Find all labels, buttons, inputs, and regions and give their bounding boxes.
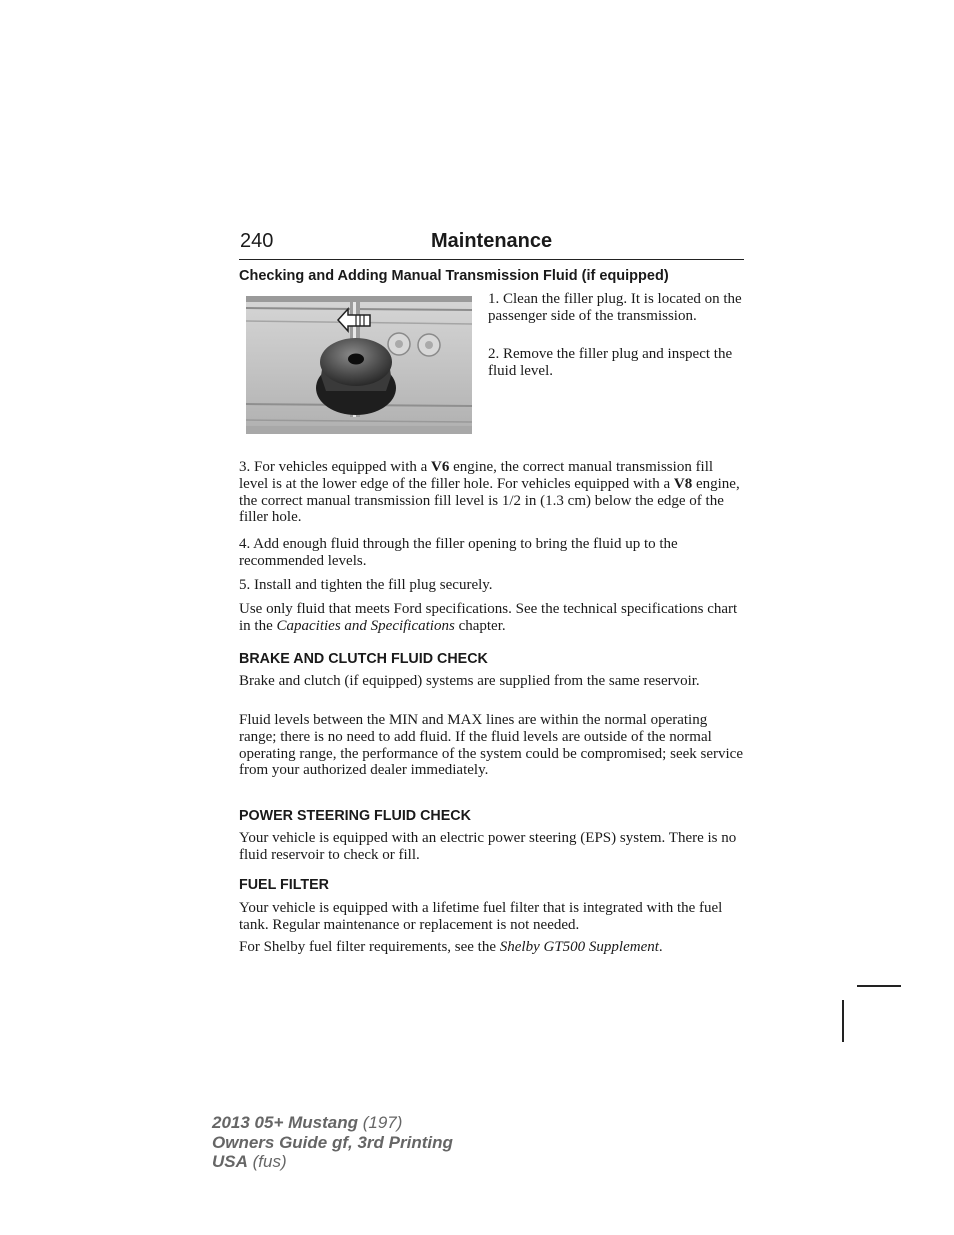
transmission-filler-plug-illustration	[246, 296, 472, 434]
step-2: 2. Remove the filler plug and inspect the fluid level.	[488, 346, 733, 379]
brake-paragraph-1: Brake and clutch (if equipped) systems are supplied from the same reservoir.	[239, 673, 700, 689]
v6-label: V6	[431, 459, 450, 475]
footer-line-1: 2013 05+ Mustang (197)	[212, 1113, 403, 1132]
manual-transmission-heading: Checking and Adding Manual Transmission Fluid (if equipped)	[239, 268, 669, 284]
section-marker-bar	[842, 1000, 844, 1042]
brake-paragraph-2: Fluid levels between the MIN and MAX lines are within the normal operating range; there is no need to add fluid. If the fluid levels are outside of the normal operating range, the performance of the system could be compromised; seek service from your authorized dealer immediately.	[239, 712, 743, 779]
footer-line-3: USA (fus)	[212, 1152, 287, 1171]
shelby-supplement-reference: Shelby GT500 Supplement	[499, 939, 659, 955]
power-steering-heading: POWER STEERING FLUID CHECK	[239, 808, 471, 824]
step-5: 5. Install and tighten the fill plug securely.	[239, 577, 493, 593]
power-steering-paragraph: Your vehicle is equipped with an electric power steering (EPS) system. There is no fluid reservoir to check or fill.	[239, 830, 737, 863]
step-3: 3. For vehicles equipped with a V6 engine, the correct manual transmission fill level is at the lower edge of the filler hole. For vehicles equipped with a V8 engine, the correct manual transmission fill level is 1/2 in (1.3 cm) below the edge of the filler hole.	[239, 459, 740, 526]
footer-line-2: Owners Guide gf, 3rd Printing	[212, 1132, 453, 1152]
page-number: 240	[240, 230, 274, 252]
step-1: 1. Clean the filler plug. It is located on the passenger side of the transmission.	[488, 291, 742, 324]
brake-clutch-heading: BRAKE AND CLUTCH FLUID CHECK	[239, 651, 488, 667]
fuel-filter-paragraph-1: Your vehicle is equipped with a lifetime fuel filter that is integrated with the fuel tank. Regular maintenance or replacement is not needed.	[239, 900, 723, 933]
fuel-filter-heading: FUEL FILTER	[239, 877, 330, 893]
fuel-filter-paragraph-2: For Shelby fuel filter requirements, see the Shelby GT500 Supplement.	[239, 939, 663, 955]
step-4: 4. Add enough fluid through the filler opening to bring the fluid up to the recommended levels.	[239, 536, 678, 569]
section-marker-line	[857, 985, 901, 987]
chapter-title: Maintenance	[431, 230, 553, 252]
page-footer	[212, 1113, 453, 1172]
page-header	[239, 229, 744, 260]
v8-label: V8	[673, 475, 693, 492]
capacities-chapter-reference: Capacities and Specifications	[276, 617, 455, 634]
fluid-note: Use only fluid that meets Ford specifications. See the technical specifications chart in the Capacities and Specifications chapter.	[239, 601, 738, 634]
